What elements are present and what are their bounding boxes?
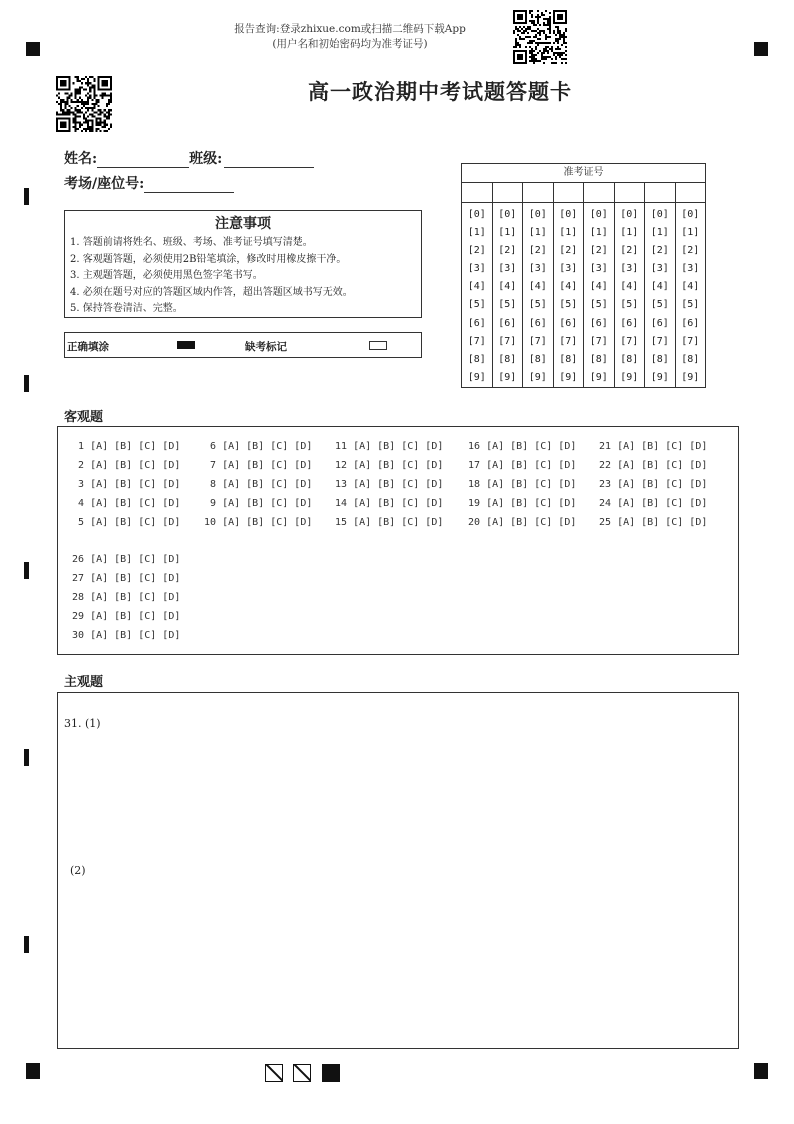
admission-digit-bubble[interactable]: [6] (528, 317, 547, 329)
admission-digit-bubble[interactable]: [7] (650, 335, 669, 347)
admission-digit-bubble[interactable]: [0] (559, 209, 578, 220)
admission-digit-write-cell[interactable] (493, 183, 523, 203)
question-number: 2 (72, 460, 91, 471)
admission-digit-bubble[interactable]: [1] (620, 227, 639, 239)
timing-mark (24, 375, 29, 392)
admission-digit-column (493, 183, 524, 387)
objective-question-15[interactable] (335, 517, 443, 528)
admission-digit-bubble[interactable]: [8] (467, 353, 486, 365)
page-title: 高一政治期中考试题答题卡 (308, 79, 572, 104)
objective-question-1[interactable] (72, 441, 180, 452)
admission-digit-bubble[interactable]: [5] (498, 299, 517, 311)
answer-options[interactable]: [A] [B] [C] [D] (222, 517, 313, 528)
admission-number-title: 准考证号 (462, 164, 705, 183)
admission-digit-bubble[interactable]: [9] (467, 371, 486, 383)
admission-digit-column (676, 183, 706, 387)
answer-options[interactable]: [A] [B] [C] [D] (353, 479, 444, 490)
admission-digit-bubble[interactable]: [5] (650, 299, 669, 311)
admission-digit-bubble[interactable]: [9] (559, 371, 578, 383)
objective-question-5[interactable] (72, 517, 180, 528)
admission-digit-bubble[interactable]: [3] (620, 263, 639, 275)
question-number: 29 (72, 611, 91, 622)
admission-digit-column (462, 183, 493, 387)
admission-digit-bubble[interactable]: [8] (650, 353, 669, 365)
admission-digit-bubble[interactable]: [7] (620, 335, 639, 347)
answer-options[interactable]: [A] [B] [C] [D] (90, 441, 181, 452)
admission-digit-bubble[interactable]: [7] (528, 335, 547, 347)
objective-question-24[interactable] (599, 498, 707, 509)
admission-digit-bubble[interactable]: [7] (559, 335, 578, 347)
objective-question-10[interactable] (204, 517, 312, 528)
answer-options[interactable]: [A] [B] [C] [D] (617, 460, 708, 471)
question-number: 27 (72, 573, 91, 584)
qr-code-icon (56, 76, 112, 132)
objective-question-3[interactable] (72, 479, 180, 490)
answer-options[interactable]: [A] [B] [C] [D] (222, 479, 313, 490)
admission-digit-bubble[interactable]: [1] (589, 227, 608, 239)
question-number: 17 (468, 460, 487, 471)
admission-digit-bubble[interactable]: [0] (620, 209, 639, 220)
admission-digit-bubble[interactable]: [4] (620, 281, 639, 293)
admission-digit-write-cell[interactable] (584, 183, 614, 203)
report-query-line2: (用户名和初始密码均为准考证号) (272, 38, 428, 50)
question-number: 21 (599, 441, 618, 452)
timing-mark (24, 188, 29, 205)
answer-options[interactable]: [A] [B] [C] [D] (353, 441, 444, 452)
admission-digit-write-cell[interactable] (462, 183, 492, 203)
question-number: 20 (468, 517, 487, 528)
answer-options[interactable]: [A] [B] [C] [D] (353, 498, 444, 509)
admission-digit-bubble[interactable]: [5] (681, 299, 700, 311)
admission-digit-bubble[interactable]: [0] (528, 209, 547, 220)
admission-digit-write-cell[interactable] (523, 183, 553, 203)
admission-digit-bubble[interactable]: [6] (559, 317, 578, 329)
question-31-part-2: (2) (70, 864, 86, 877)
admission-digit-bubble[interactable]: [7] (681, 335, 700, 347)
admission-digit-bubble[interactable]: [5] (620, 299, 639, 311)
question-number: 6 (204, 441, 223, 452)
admission-digit-bubble[interactable]: [3] (589, 263, 608, 275)
question-number: 4 (72, 498, 91, 509)
question-number: 14 (335, 498, 354, 509)
admission-digit-bubble[interactable]: [3] (467, 263, 486, 275)
notice-item: 2. 客观题答题，必须使用2B铅笔填涂，修改时用橡皮擦干净。 (70, 253, 347, 265)
page-mark-icon (293, 1064, 311, 1082)
answer-options[interactable]: [A] [B] [C] [D] (90, 517, 181, 528)
question-number: 18 (468, 479, 487, 490)
class-blank[interactable] (224, 153, 314, 168)
admission-digit-bubble[interactable]: [2] (620, 245, 639, 257)
answer-options[interactable]: [A] [B] [C] [D] (90, 498, 181, 509)
question-number: 26 (72, 554, 91, 565)
name-class-row (64, 148, 314, 168)
objective-question-28[interactable] (72, 592, 180, 603)
question-number: 23 (599, 479, 618, 490)
objective-question-25[interactable] (599, 517, 707, 528)
admission-digit-bubble[interactable]: [8] (498, 353, 517, 365)
answer-options[interactable]: [A] [B] [C] [D] (486, 498, 577, 509)
seat-blank[interactable] (144, 178, 234, 193)
objective-question-7[interactable] (204, 460, 312, 471)
question-number: 10 (204, 517, 223, 528)
admission-digit-column (554, 183, 585, 387)
answer-options[interactable]: [A] [B] [C] [D] (90, 460, 181, 471)
absent-mark-checkbox[interactable] (369, 341, 387, 350)
admission-digit-bubble[interactable]: [9] (589, 371, 608, 383)
seat-label: 考场/座位号: (64, 176, 145, 192)
admission-digit-bubble[interactable]: [2] (559, 245, 578, 257)
objective-question-22[interactable] (599, 460, 707, 471)
question-number: 19 (468, 498, 487, 509)
admission-digit-bubble[interactable]: [9] (620, 371, 639, 383)
admission-digit-bubble[interactable]: [4] (650, 281, 669, 293)
admission-digit-bubble[interactable]: [5] (528, 299, 547, 311)
notice-item: 3. 主观题答题，必须使用黑色签字笔书写。 (70, 270, 263, 281)
correct-fill-sample (177, 341, 195, 349)
admission-digit-bubble[interactable]: [4] (467, 281, 486, 293)
answer-options[interactable]: [A] [B] [C] [D] (486, 441, 577, 452)
admission-digit-bubble[interactable]: [2] (681, 245, 700, 257)
correct-fill-label: 正确填涂 (67, 341, 109, 353)
timing-mark (24, 936, 29, 953)
page-mark-filled (322, 1064, 340, 1082)
page-mark-icon (265, 1064, 283, 1082)
admission-digit-write-cell[interactable] (615, 183, 645, 203)
registration-mark-bottom-left (26, 1063, 40, 1079)
objective-question-27[interactable] (72, 573, 180, 584)
objective-question-2[interactable] (72, 460, 180, 471)
admission-digit-bubble[interactable]: [3] (528, 263, 547, 275)
seat-row (64, 173, 234, 193)
notice-title: 注意事项 (215, 216, 271, 232)
objective-question-11[interactable] (335, 441, 443, 452)
objective-section-label: 客观题 (64, 410, 104, 425)
admission-digit-bubble[interactable]: [0] (467, 209, 486, 220)
answer-options[interactable]: [A] [B] [C] [D] (90, 630, 181, 641)
admission-digit-bubble[interactable]: [4] (559, 281, 578, 293)
admission-digit-bubble[interactable]: [0] (681, 209, 700, 220)
admission-digit-bubble[interactable]: [1] (528, 227, 547, 239)
admission-digit-bubble[interactable]: [4] (528, 281, 547, 293)
question-number: 28 (72, 592, 91, 603)
admission-digit-bubble[interactable]: [1] (498, 227, 517, 239)
answer-options[interactable]: [A] [B] [C] [D] (617, 517, 708, 528)
answer-options[interactable]: [A] [B] [C] [D] (353, 517, 444, 528)
answer-options[interactable]: [A] [B] [C] [D] (617, 441, 708, 452)
admission-digit-bubble[interactable]: [8] (681, 353, 700, 365)
admission-digit-bubble[interactable]: [3] (498, 263, 517, 275)
admission-digit-bubble[interactable]: [5] (559, 299, 578, 311)
admission-digit-bubble[interactable]: [0] (650, 209, 669, 220)
notice-box (64, 210, 422, 318)
objective-question-4[interactable] (72, 498, 180, 509)
question-number: 25 (599, 517, 618, 528)
notice-list (65, 235, 421, 318)
admission-digit-column (645, 183, 676, 387)
objective-question-6[interactable] (204, 441, 312, 452)
admission-digit-write-cell[interactable] (645, 183, 675, 203)
admission-digit-bubble[interactable]: [1] (650, 227, 669, 239)
admission-digit-bubble[interactable]: [2] (650, 245, 669, 257)
admission-digit-bubble[interactable]: [5] (467, 299, 486, 311)
answer-options[interactable]: [A] [B] [C] [D] (222, 441, 313, 452)
admission-digit-bubble[interactable]: [6] (589, 317, 608, 329)
admission-number-columns (462, 183, 705, 387)
admission-digit-bubble[interactable]: [7] (589, 335, 608, 347)
report-query-info (190, 22, 510, 52)
answer-options[interactable]: [A] [B] [C] [D] (90, 479, 181, 490)
admission-digit-write-cell[interactable] (554, 183, 584, 203)
answer-options[interactable]: [A] [B] [C] [D] (617, 498, 708, 509)
question-number: 16 (468, 441, 487, 452)
admission-digit-bubble[interactable]: [8] (589, 353, 608, 365)
objective-question-9[interactable] (204, 498, 312, 509)
question-number: 30 (72, 630, 91, 641)
admission-digit-bubble[interactable]: [2] (467, 245, 486, 257)
admission-digit-bubble[interactable]: [1] (467, 227, 486, 239)
admission-digit-bubble[interactable]: [2] (498, 245, 517, 257)
answer-options[interactable]: [A] [B] [C] [D] (353, 460, 444, 471)
admission-digit-bubble[interactable]: [1] (559, 227, 578, 239)
registration-mark-bottom-right (754, 1063, 768, 1079)
admission-digit-bubble[interactable]: [9] (650, 371, 669, 383)
report-query-line1: 报告查询:登录zhixue.com或扫描二维码下载App (234, 23, 466, 35)
question-number: 5 (72, 517, 91, 528)
objective-question-12[interactable] (335, 460, 443, 471)
answer-options[interactable]: [A] [B] [C] [D] (617, 479, 708, 490)
admission-digit-bubble[interactable]: [4] (498, 281, 517, 293)
subjective-section-label: 主观题 (64, 675, 104, 690)
admission-digit-bubble[interactable]: [6] (650, 317, 669, 329)
objective-question-23[interactable] (599, 479, 707, 490)
answer-options[interactable]: [A] [B] [C] [D] (90, 592, 181, 603)
objective-answer-area (57, 426, 739, 655)
admission-digit-write-cell[interactable] (676, 183, 706, 203)
objective-question-13[interactable] (335, 479, 443, 490)
admission-digit-bubble[interactable]: [3] (650, 263, 669, 275)
admission-digit-bubble[interactable]: [0] (498, 209, 517, 220)
absent-mark-label: 缺考标记 (245, 341, 287, 353)
objective-question-8[interactable] (204, 479, 312, 490)
objective-question-20[interactable] (468, 517, 576, 528)
admission-digit-bubble[interactable]: [8] (559, 353, 578, 365)
admission-digit-bubble[interactable]: [9] (681, 371, 700, 383)
admission-digit-bubble[interactable]: [9] (498, 371, 517, 383)
subjective-answer-area[interactable] (57, 692, 739, 1049)
answer-options[interactable]: [A] [B] [C] [D] (222, 498, 313, 509)
admission-digit-bubble[interactable]: [8] (620, 353, 639, 365)
answer-options[interactable]: [A] [B] [C] [D] (486, 479, 577, 490)
objective-question-26[interactable] (72, 554, 180, 565)
admission-digit-bubble[interactable]: [0] (589, 209, 608, 220)
objective-question-21[interactable] (599, 441, 707, 452)
admission-digit-bubble[interactable]: [4] (589, 281, 608, 293)
question-number: 24 (599, 498, 618, 509)
question-number: 12 (335, 460, 354, 471)
question-number: 1 (72, 441, 91, 452)
notice-item: 4. 必须在题号对应的答题区域内作答，超出答题区域书写无效。 (70, 286, 353, 298)
question-number: 7 (204, 460, 223, 471)
class-label: 班级: (189, 151, 223, 167)
objective-question-17[interactable] (468, 460, 576, 471)
timing-mark (24, 749, 29, 766)
admission-digit-bubble[interactable]: [3] (559, 263, 578, 275)
answer-options[interactable]: [A] [B] [C] [D] (90, 611, 181, 622)
admission-digit-column (584, 183, 615, 387)
question-number: 11 (335, 441, 354, 452)
admission-digit-column (523, 183, 554, 387)
admission-number-table (461, 163, 706, 388)
name-label: 姓名: (64, 151, 98, 167)
answer-options[interactable]: [A] [B] [C] [D] (90, 554, 181, 565)
admission-digit-bubble[interactable]: [6] (498, 317, 517, 329)
objective-question-19[interactable] (468, 498, 576, 509)
question-number: 13 (335, 479, 354, 490)
timing-mark (24, 562, 29, 579)
answer-options[interactable]: [A] [B] [C] [D] (486, 460, 577, 471)
answer-options[interactable]: [A] [B] [C] [D] (486, 517, 577, 528)
fill-example-box (64, 332, 422, 358)
admission-digit-bubble[interactable]: [6] (620, 317, 639, 329)
admission-digit-bubble[interactable]: [8] (528, 353, 547, 365)
admission-digit-bubble[interactable]: [6] (467, 317, 486, 329)
admission-digit-bubble[interactable]: [3] (681, 263, 700, 275)
question-number: 3 (72, 479, 91, 490)
registration-mark-top-right (754, 42, 768, 56)
question-number: 22 (599, 460, 618, 471)
admission-digit-bubble[interactable]: [1] (681, 227, 700, 239)
objective-question-16[interactable] (468, 441, 576, 452)
registration-mark-top-left (26, 42, 40, 56)
qr-code-icon[interactable] (513, 10, 567, 64)
admission-digit-bubble[interactable]: [6] (681, 317, 700, 329)
admission-digit-bubble[interactable]: [7] (498, 335, 517, 347)
objective-question-29[interactable] (72, 611, 180, 622)
notice-item: 1. 答题前请将姓名、班级、考场、准考证号填写清楚。 (70, 237, 313, 248)
objective-question-30[interactable] (72, 630, 180, 641)
name-blank[interactable] (97, 153, 189, 168)
question-number: 15 (335, 517, 354, 528)
question-number: 9 (204, 498, 223, 509)
admission-digit-column (615, 183, 646, 387)
admission-digit-bubble[interactable]: [7] (467, 335, 486, 347)
objective-question-14[interactable] (335, 498, 443, 509)
admission-digit-bubble[interactable]: [2] (528, 245, 547, 257)
objective-question-18[interactable] (468, 479, 576, 490)
answer-options[interactable]: [A] [B] [C] [D] (222, 460, 313, 471)
admission-digit-bubble[interactable]: [2] (589, 245, 608, 257)
admission-digit-bubble[interactable]: [4] (681, 281, 700, 293)
answer-options[interactable]: [A] [B] [C] [D] (90, 573, 181, 584)
admission-digit-bubble[interactable]: [9] (528, 371, 547, 383)
question-31-part-1: 31. (1) (64, 717, 101, 730)
admission-digit-bubble[interactable]: [5] (589, 299, 608, 311)
question-number: 8 (204, 479, 223, 490)
notice-item: 5. 保持答卷清洁、完整。 (70, 303, 183, 314)
